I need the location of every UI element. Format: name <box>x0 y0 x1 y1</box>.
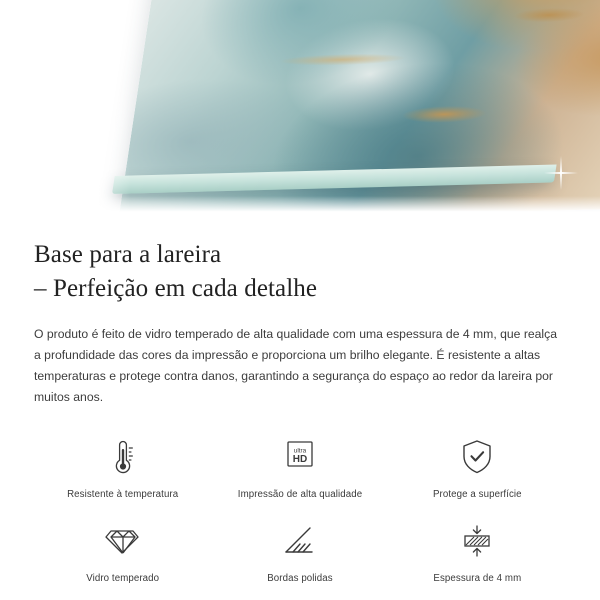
page-title <box>34 238 566 306</box>
hero-fade-bottom <box>0 196 600 222</box>
feature-label: Vidro temperado <box>86 573 160 584</box>
feature-item-thickness <box>389 518 566 584</box>
feature-grid <box>34 434 566 584</box>
hero-fade-left <box>0 0 130 222</box>
feature-item-temperature <box>34 434 211 500</box>
description-paragraph: O produto é feito de vidro temperado de alta qualidade com uma espessura de 4 mm, que realça a profundidade das cores da impressão e proporciona um brilho elegante. É resistente a altas temperaturas e protege contra danos, garantindo a segurança do espaço ao redor da lareira por muitos anos. <box>34 327 558 404</box>
feature-label: Resistente à temperatura <box>67 489 179 500</box>
feature-item-tempered-glass <box>34 518 211 584</box>
headline-line-1: Base para a lareira <box>34 241 222 268</box>
feature-item-surface-protection <box>389 434 566 500</box>
feature-label: Impressão de alta qualidade <box>237 489 363 500</box>
svg-text:ultra: ultra <box>293 447 307 455</box>
feature-label: Espessura de 4 mm <box>433 573 522 584</box>
feature-item-print-quality <box>211 434 388 500</box>
feature-label: Bordas polidas <box>267 573 333 584</box>
polished-edges-icon <box>282 518 318 564</box>
shield-check-icon <box>460 434 494 480</box>
diamond-icon <box>105 518 141 564</box>
svg-text:HD: HD <box>292 454 308 465</box>
feature-item-polished-edges <box>211 518 388 584</box>
content-area <box>0 238 600 584</box>
thickness-arrows-icon <box>457 518 497 564</box>
thermometer-icon <box>110 434 136 480</box>
feature-label: Protege a superfície <box>432 489 522 500</box>
hero-image <box>0 0 600 222</box>
ultra-hd-icon <box>279 434 321 480</box>
headline-line-2: – Perfeição em cada detalhe <box>34 275 318 302</box>
